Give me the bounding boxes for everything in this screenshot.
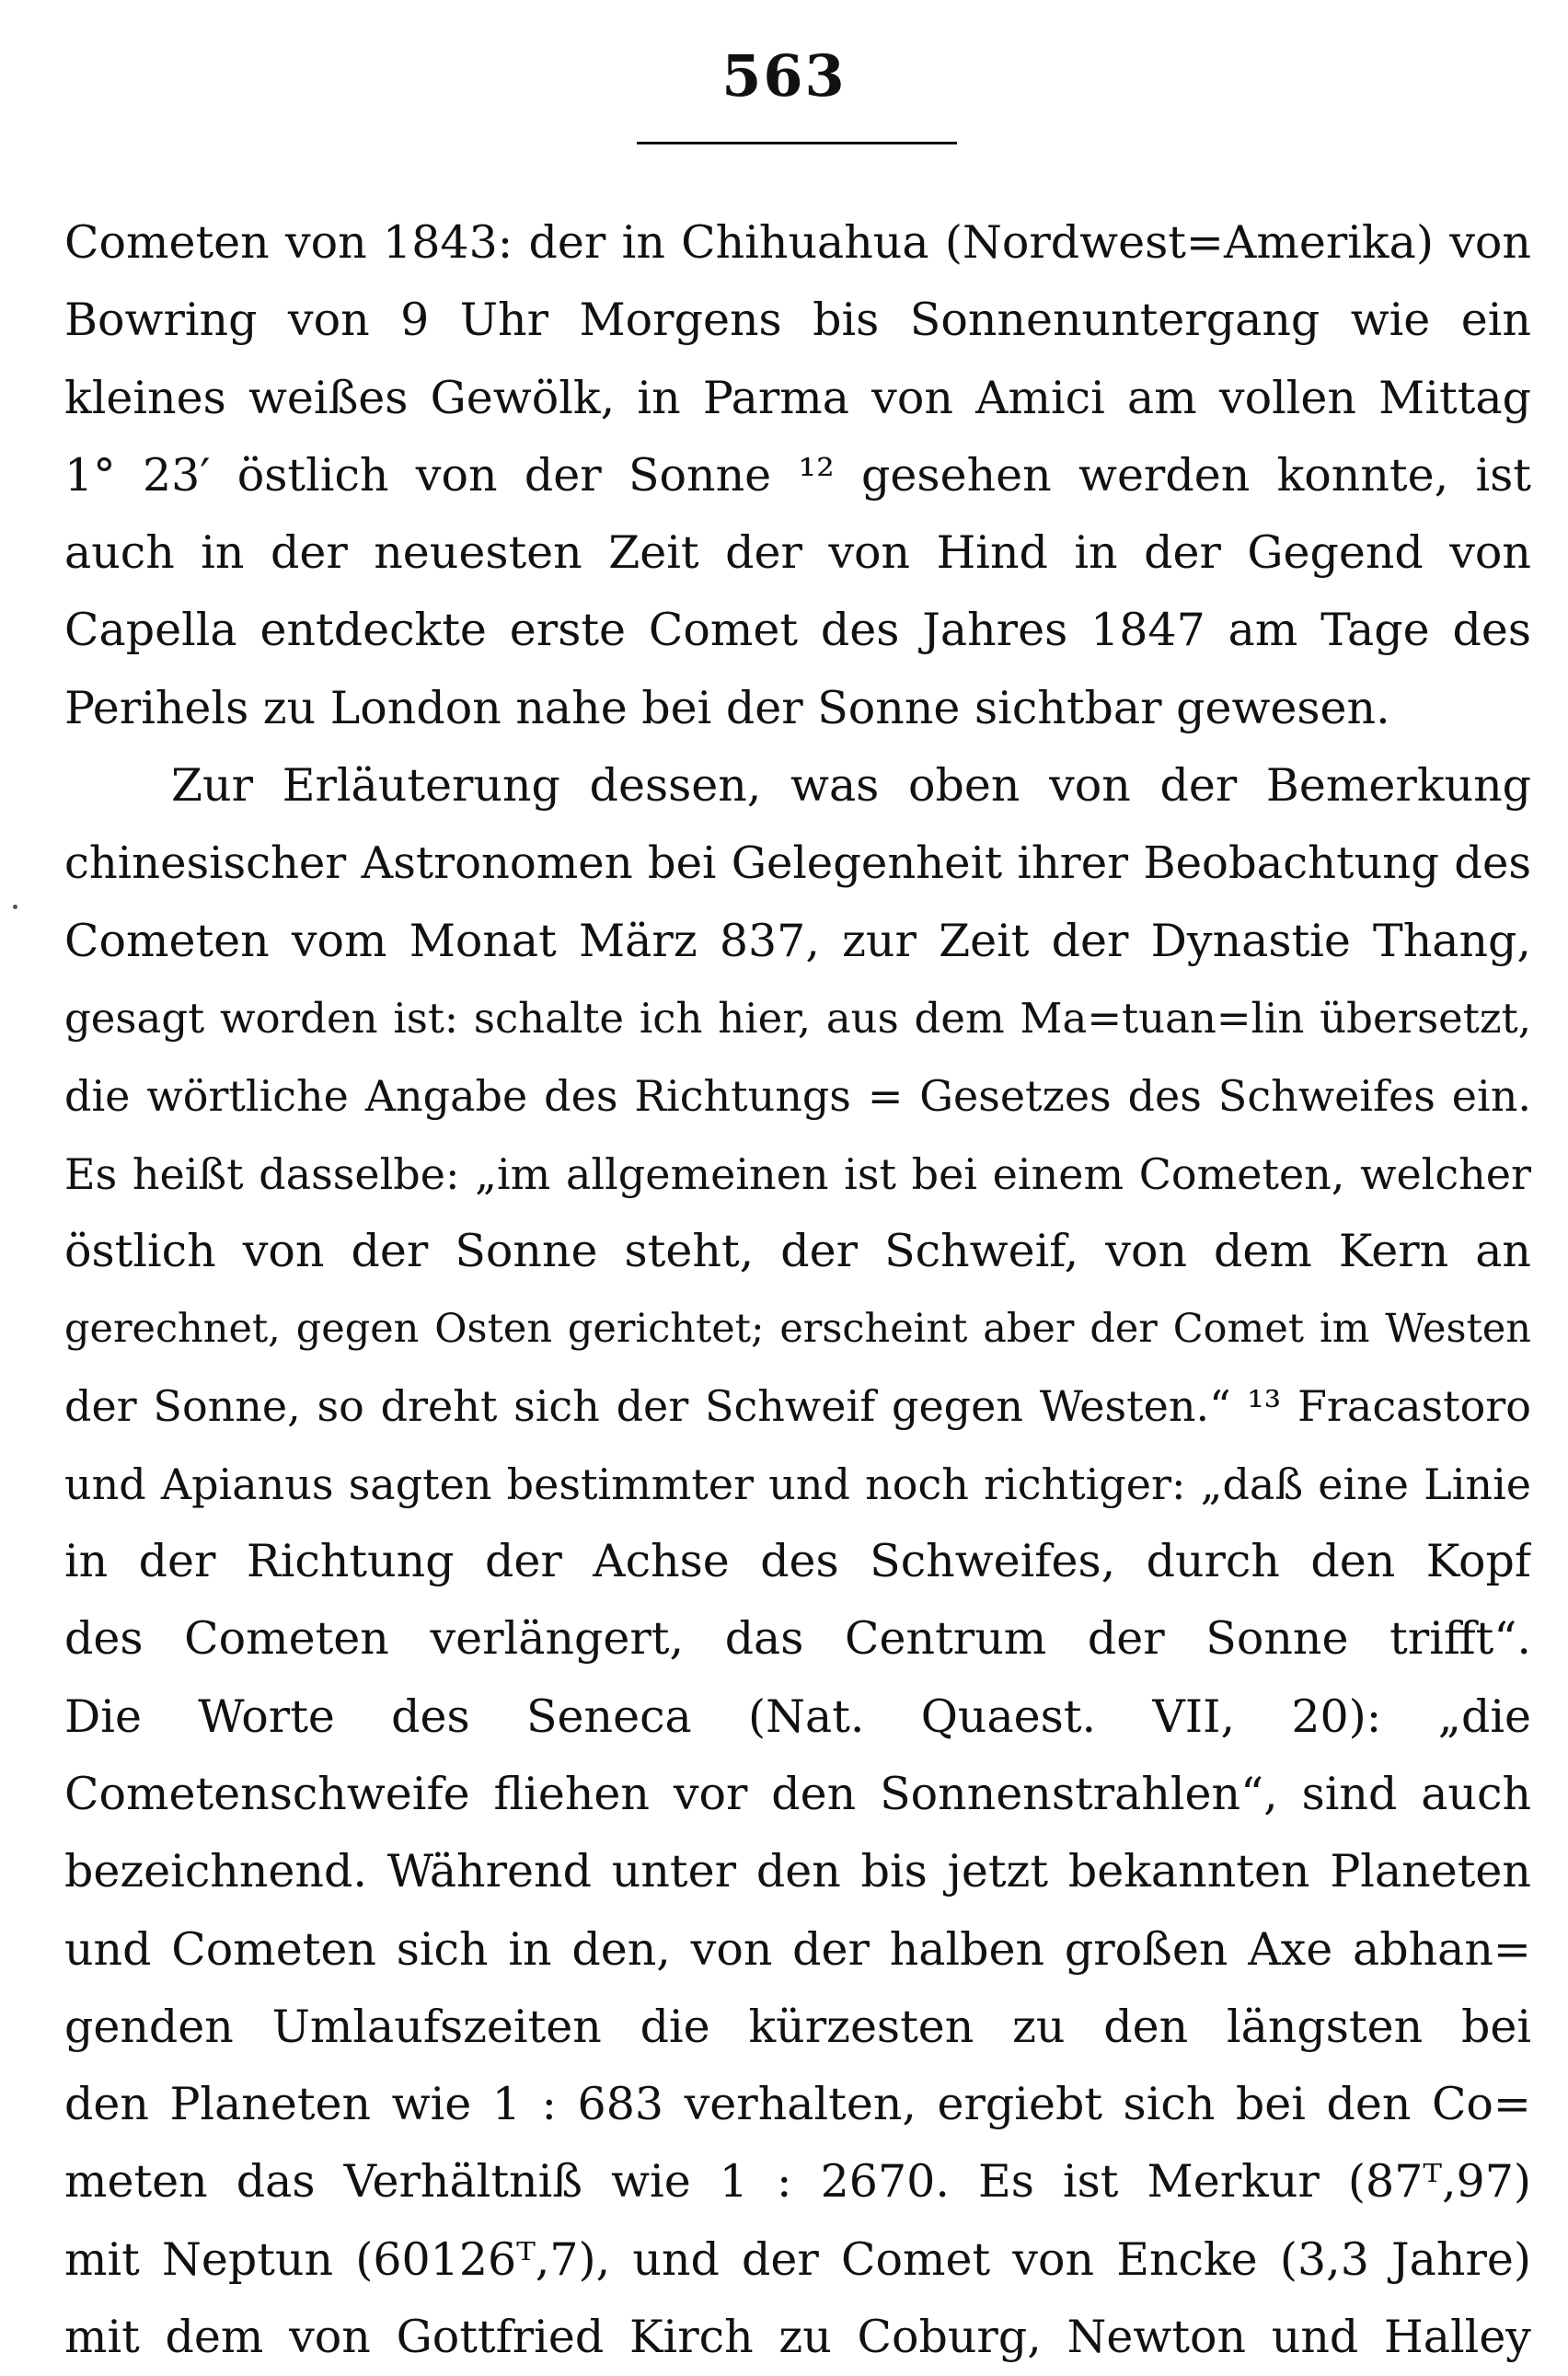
header-rule [637,142,957,144]
text-line: auch in der neuesten Zeit der von Hind in der Gegend von [64,526,1531,580]
margin-speck [13,905,17,909]
text-line: Cometen vom Monat März 837, zur Zeit der Dynastie Thang, [64,914,1531,967]
text-line: in der Richtung der Achse des Schweifes, durch den Kopf [64,1535,1531,1588]
body-text [64,204,1531,2376]
text-line: Cometen von 1843: der in Chihuahua (Nordwest=Amerika) von [64,216,1531,269]
text-line: Es heißt dasselbe: „im allgemeinen ist bei einem Cometen, welcher [64,1148,1531,1199]
text-line: mit dem von Gottfried Kirch zu Coburg, Newton und Halley [64,2311,1531,2364]
text-line: und Apianus sagten bestimmter und noch richtiger: „daß eine Linie [64,1459,1531,1509]
text-line: gesagt worden ist: schalte ich hier, aus dem Ma=tuan=lin übersetzt, [64,993,1531,1043]
text-line: Perihels zu London nahe bei der Sonne sichtbar gewesen. [64,681,1390,734]
text-line: Capella entdeckte erste Comet des Jahres 1847 am Tage des [64,604,1531,657]
text-line: die wörtliche Angabe des Richtungs = Gesetzes des Schweifes ein. [64,1071,1531,1122]
page-number: 563 [721,42,847,110]
text-line: östlich von der Sonne steht, der Schweif, von dem Kern an [64,1224,1531,1277]
text-line: genden Umlaufszeiten die kürzesten zu den längsten bei [64,2000,1531,2053]
text-line: bezeichnend. Während unter den bis jetzt bekannten Planeten [64,1845,1531,1898]
text-line: und Cometen sich in den, von der halben großen Axe abhan= [64,1922,1531,1976]
text-line: der Sonne, so dreht sich der Schweif gegen Westen.“ ¹³ Fracastoro [64,1381,1531,1432]
text-line: Die Worte des Seneca (Nat. Quaest. VII, 20): „die [64,1690,1531,1743]
text-line: meten das Verhältniß wie 1 : 2670. Es ist Merkur (87ᵀ,97) [64,2155,1531,2209]
text-line: den Planeten wie 1 : 683 verhalten, ergiebt sich bei den Co= [64,2078,1531,2131]
text-line: Cometenschweife fliehen vor den Sonnenstrahlen“, sind auch [64,1767,1531,1820]
text-line: kleines weißes Gewölk, in Parma von Amici am vollen Mittag [64,371,1531,424]
text-line: gerechnet, gegen Osten gerichtet; erscheint aber der Comet im Westen [64,1306,1531,1353]
text-line: 1° 23′ östlich von der Sonne ¹² gesehen werden konnte, ist [64,448,1531,502]
text-line: mit Neptun (60126ᵀ,7), und der Comet von Encke (3,3 Jahre) [64,2232,1531,2286]
text-line: Zur Erläuterung dessen, was oben von der Bemerkung [171,759,1531,813]
text-line: Bowring von 9 Uhr Morgens bis Sonnenuntergang wie ein [64,294,1531,347]
text-line: des Cometen verlängert, das Centrum der Sonne trifft“. [64,1612,1531,1666]
text-line: chinesischer Astronomen bei Gelegenheit ihrer Beobachtung des [64,837,1531,890]
